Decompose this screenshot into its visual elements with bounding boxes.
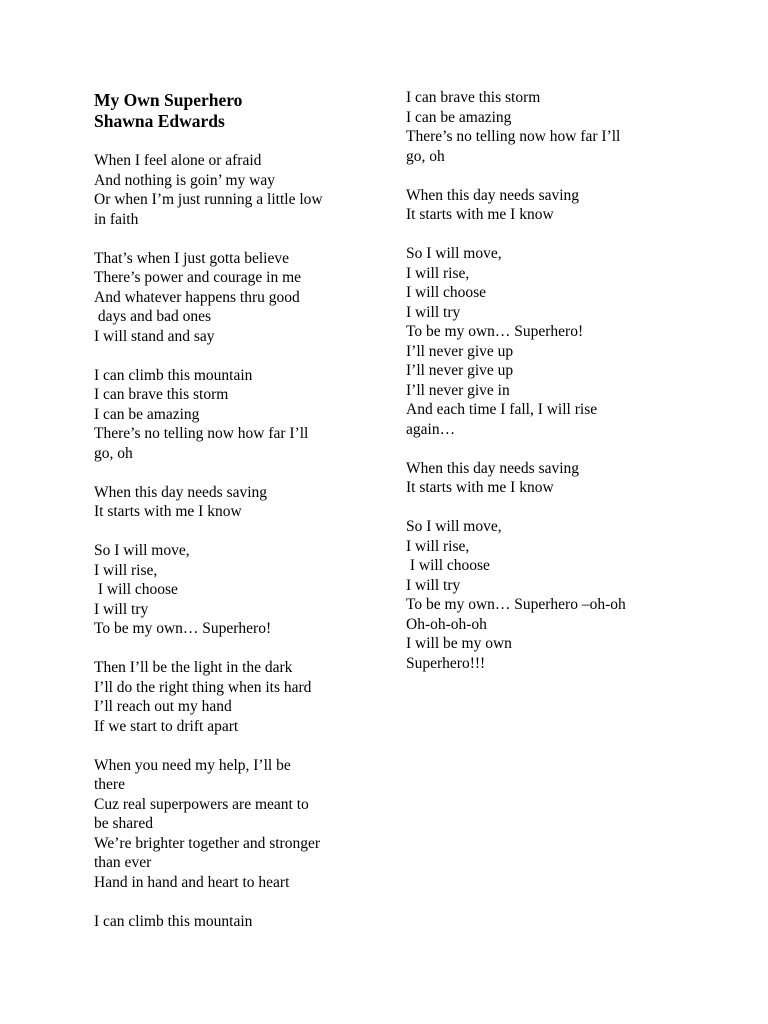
lyric-line: Superhero!!! xyxy=(406,654,486,672)
right-stanzas xyxy=(406,88,706,673)
lyric-line: It starts with me I know xyxy=(406,479,554,496)
lyric-line: So I will move, xyxy=(406,518,502,535)
stanza xyxy=(94,658,374,736)
lyric-line: days and bad ones xyxy=(94,308,212,325)
lyric-line: Or when I’m just running a little low xyxy=(94,191,323,208)
stanza xyxy=(94,366,374,464)
lyric-line: be shared xyxy=(94,815,153,832)
lyric-line: I will rise, xyxy=(94,561,158,579)
lyric-line: So I will move, xyxy=(406,245,502,262)
lyric-line: If we start to drift apart xyxy=(94,717,239,735)
lyric-line: I can be amazing xyxy=(94,405,200,423)
lyric-line: To be my own… Superhero! xyxy=(406,323,584,340)
lyric-line: And each time I fall, I will rise xyxy=(406,401,598,418)
lyric-line: I will try xyxy=(94,600,149,618)
lyric-line: Hand in hand and heart to heart xyxy=(94,873,290,891)
lyric-line: I will rise, xyxy=(406,537,470,555)
lyric-line: We’re brighter together and stronger xyxy=(94,834,320,852)
lyric-line: And nothing is goin’ my way xyxy=(94,171,275,189)
lyric-line: I’ll never give in xyxy=(406,381,510,399)
stanza xyxy=(406,88,706,166)
lyric-line: To be my own… Superhero –oh-oh xyxy=(406,596,626,613)
lyric-line: There’s no telling now how far I’ll xyxy=(406,128,621,145)
stanza xyxy=(406,244,706,439)
lyric-line: go, oh xyxy=(406,147,445,165)
lyric-line: When you need my help, I’ll be xyxy=(94,756,291,774)
lyric-line: There’s power and courage in me xyxy=(94,269,302,286)
lyric-line: in faith xyxy=(94,210,139,228)
lyric-line: It starts with me I know xyxy=(406,206,554,223)
lyric-line: I can climb this mountain xyxy=(94,366,253,384)
lyric-line: It starts with me I know xyxy=(94,503,242,520)
lyric-line: I can climb this mountain xyxy=(94,912,253,930)
lyric-line: When I feel alone or afraid xyxy=(94,152,262,169)
lyric-line: I can brave this storm xyxy=(94,386,229,403)
lyric-line: So I will move, xyxy=(94,542,190,559)
left-stanzas xyxy=(94,151,374,931)
stanza xyxy=(94,756,374,893)
stanza xyxy=(94,151,374,229)
lyric-line: That’s when I just gotta believe xyxy=(94,249,289,267)
stanza xyxy=(94,541,374,639)
lyric-line: I will be my own xyxy=(406,635,512,652)
lyric-line: I’ll never give up xyxy=(406,362,514,379)
lyric-line: I’ll do the right thing when its hard xyxy=(94,678,312,696)
stanza xyxy=(406,186,706,225)
lyric-line: There’s no telling now how far I’ll xyxy=(94,425,309,442)
lyric-line: there xyxy=(94,776,125,793)
song-author: Shawna Edwards xyxy=(94,111,225,131)
lyric-line: again… xyxy=(406,420,456,438)
stanza xyxy=(94,249,374,347)
stanza xyxy=(406,517,706,673)
lyric-line: I will try xyxy=(406,303,461,321)
lyric-line: Oh-oh-oh-oh xyxy=(406,615,487,633)
lyric-line: I will stand and say xyxy=(94,327,215,345)
song-title: My Own Superhero xyxy=(94,90,243,110)
right-column xyxy=(406,88,706,693)
lyric-line: I will try xyxy=(406,576,461,594)
lyric-line: I can brave this storm xyxy=(406,89,541,106)
lyric-line: I will choose xyxy=(406,557,490,574)
lyric-line: I will rise, xyxy=(406,264,470,282)
lyric-line: I can be amazing xyxy=(406,108,512,126)
lyric-line: I’ll reach out my hand xyxy=(94,698,232,715)
lyric-line: than ever xyxy=(94,854,152,871)
title-block xyxy=(94,90,374,132)
lyric-line: When this day needs saving xyxy=(94,483,268,501)
stanza xyxy=(94,912,374,932)
lyric-line: I’ll never give up xyxy=(406,342,514,360)
lyric-line: When this day needs saving xyxy=(406,459,580,477)
lyric-line: To be my own… Superhero! xyxy=(94,620,272,637)
lyric-line: And whatever happens thru good xyxy=(94,288,300,306)
lyric-line: Then I’ll be the light in the dark xyxy=(94,659,293,676)
stanza xyxy=(94,483,374,522)
lyric-line: go, oh xyxy=(94,444,133,462)
lyric-line: I will choose xyxy=(406,284,487,301)
lyric-line: When this day needs saving xyxy=(406,186,580,204)
left-column xyxy=(94,90,374,951)
lyric-line: I will choose xyxy=(94,581,178,598)
stanza xyxy=(406,459,706,498)
lyric-line: Cuz real superpowers are meant to xyxy=(94,795,309,813)
